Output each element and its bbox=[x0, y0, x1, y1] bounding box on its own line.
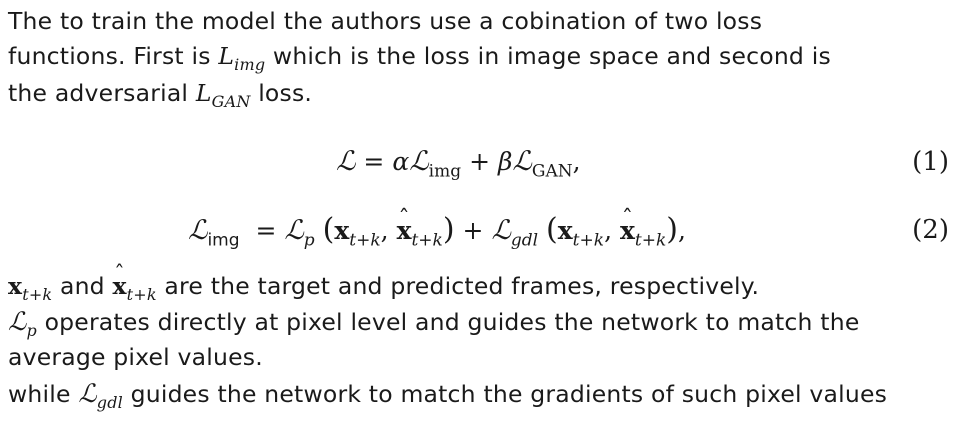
desc-line-1: $x_{t+k}$ and ˆ $x_{t+k}$ are the target and predicted frames, respectively. bbox=[8, 271, 759, 301]
desc-line-4: while ℒ$_{gdl}$ guides the network to match the gradients of such pixel values bbox=[8, 378, 888, 413]
equation-2-number: (2) bbox=[912, 215, 949, 245]
symbol-l-img: $L_{img}$ bbox=[218, 42, 266, 75]
equation-2: ℒ$_{img}$ = ℒ$_p$ ($x_{t+k}$, ˆ $x_{t+k}$) + ℒ$_{gdl}$ ($x_{t+k}$, ˆ $x_{t+k}$), bbox=[188, 214, 686, 247]
symbol-l-gan: $L_{GAN}$ bbox=[195, 79, 251, 112]
equation-1-number: (1) bbox=[912, 147, 949, 177]
desc-line-2: ℒ$_p$ operates directly at pixel level and guides the network to match the bbox=[8, 306, 860, 341]
intro-line-1: The to train the model the authors use a cobination of two loss bbox=[8, 7, 763, 35]
equation-1: ℒ = αℒ$_{img}$ + βℒ$_{GAN}$, bbox=[336, 146, 581, 182]
intro-line-3: the adversarial $L_{GAN}$ loss. bbox=[8, 79, 313, 112]
desc-line-3: average pixel values. bbox=[8, 343, 263, 371]
intro-line-2: functions. First is $L_{img}$ which is the loss in image space and second is bbox=[8, 42, 831, 75]
